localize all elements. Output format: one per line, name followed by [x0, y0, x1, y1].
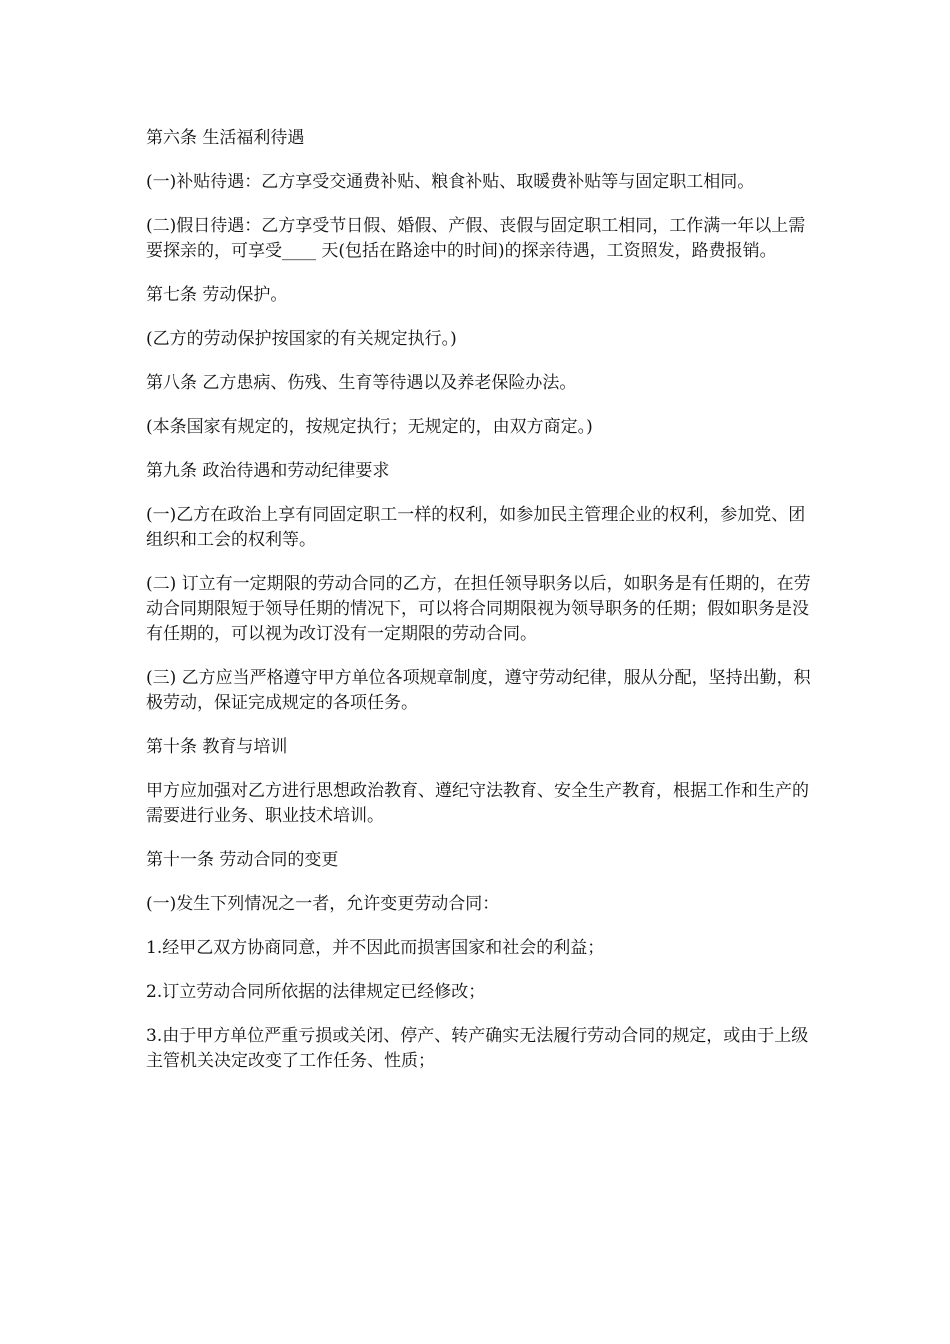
article-11-item-1: 1.经甲乙双方协商同意，并不因此而损害国家和社会的利益；	[146, 938, 605, 958]
document-body	[146, 126, 812, 1093]
article-7-note: (乙方的劳动保护按国家的有关规定执行。)	[146, 329, 457, 349]
article-6-clause-1: (一)补贴待遇：乙方享受交通费补贴、粮食补贴、取暖费补贴等与固定职工相同。	[146, 172, 755, 192]
article-11-clause-1: (一)发生下列情况之一者，允许变更劳动合同：	[146, 894, 500, 914]
article-6-clause-2: (二)假日待遇：乙方享受节日假、婚假、产假、丧假与固定职工相同，工作满一年以上需要探亲的，可享受____ 天(包括在路途中的时间)的探亲待遇，工资照发，路费报销。	[146, 216, 806, 261]
article-8-note: (本条国家有规定的，按规定执行；无规定的，由双方商定。)	[146, 417, 593, 437]
article-11-item-2: 2.订立劳动合同所依据的法律规定已经修改；	[146, 982, 486, 1002]
article-10-body: 甲方应加强对乙方进行思想政治教育、遵纪守法教育、安全生产教育，根据工作和生产的需要进行业务、职业技术培训。	[146, 781, 809, 826]
article-11-heading: 第十一条 劳动合同的变更	[146, 850, 339, 870]
article-7-heading: 第七条 劳动保护。	[146, 285, 288, 305]
article-10-heading: 第十条 教育与培训	[146, 737, 288, 757]
article-6-heading: 第六条 生活福利待遇	[146, 128, 305, 148]
article-9-clause-1: (一)乙方在政治上享有同固定职工一样的权利，如参加民主管理企业的权利，参加党、团组织和工会的权利等。	[146, 505, 806, 550]
article-11-item-3: 3.由于甲方单位严重亏损或关闭、停产、转产确实无法履行劳动合同的规定，或由于上级主管机关决定改变了工作任务、性质；	[146, 1026, 809, 1071]
article-8-heading: 第八条 乙方患病、伤残、生育等待遇以及养老保险办法。	[146, 373, 577, 393]
article-9-clause-2: (二) 订立有一定期限的劳动合同的乙方，在担任领导职务以后，如职务是有任期的，在劳动合同期限短于领导任期的情况下，可以将合同期限视为领导职务的任期；假如职务是没有任期的，可以视为改订没有一定期限的劳动合同。	[146, 574, 811, 644]
article-9-heading: 第九条 政治待遇和劳动纪律要求	[146, 461, 390, 481]
article-9-clause-3: (三) 乙方应当严格遵守甲方单位各项规章制度，遵守劳动纪律，服从分配，坚持出勤，积极劳动，保证完成规定的各项任务。	[146, 668, 811, 713]
